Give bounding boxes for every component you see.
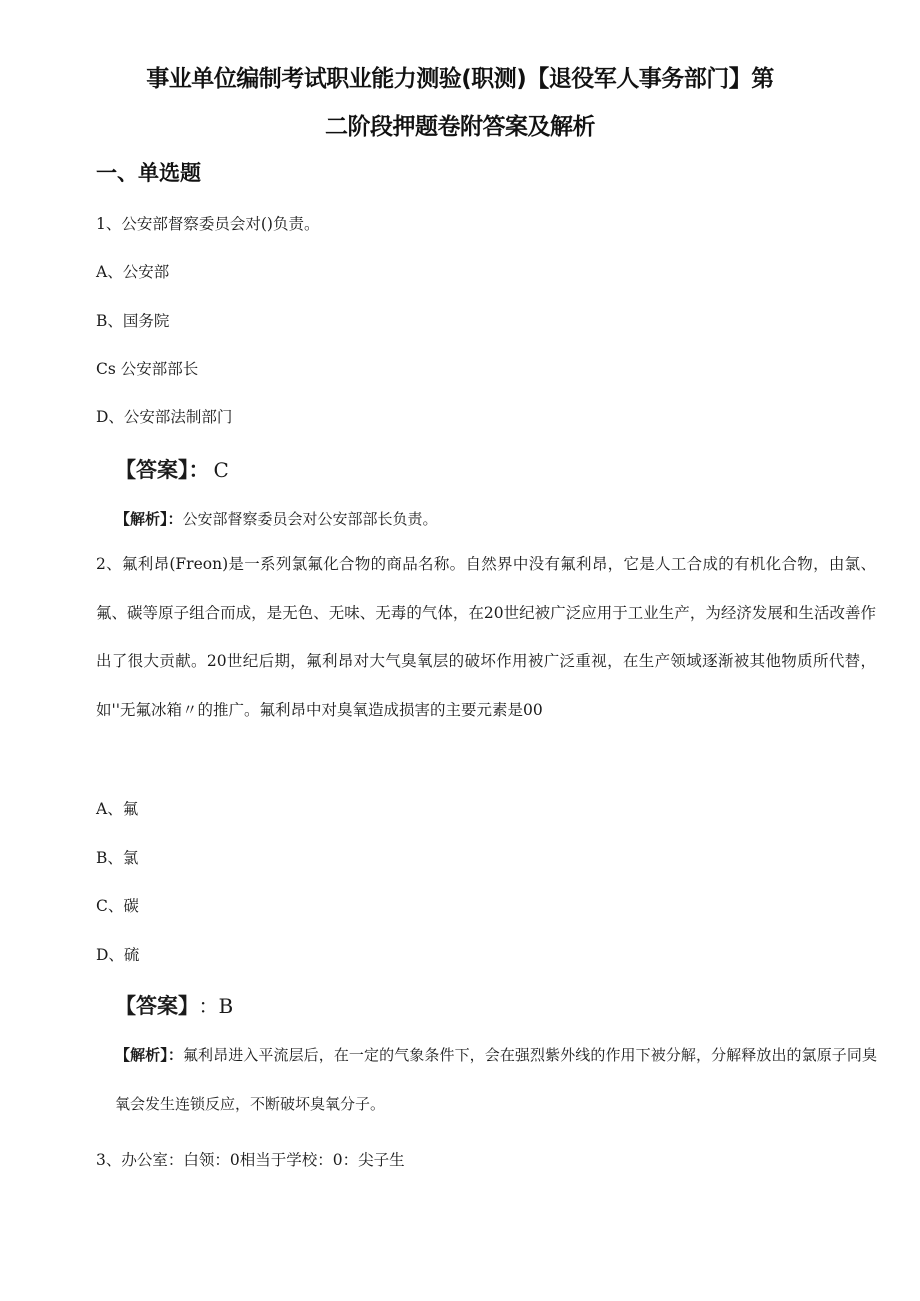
question-1-stem: 1、公安部督察委员会对()负责。: [96, 215, 320, 233]
question-1-option-c: Cs 公安部部长: [96, 360, 199, 378]
question-2-option-a: A、氟: [96, 800, 139, 818]
analysis-label: 【解析】：: [115, 1046, 183, 1064]
question-2-stem: 2、氟利昂(Freon)是一系列氯氟化合物的商品名称。自然界中没有氟利昂，它是人工合成的有机化合物，由氯、氟、碳等原子组合而成，是无色、无味、无毒的气体，在20世纪被广泛应用于工业生产，为经济发展和生活改善作出了很大贡献。20世纪后期，氟利昂对大气臭氧层的破坏作用被广泛重视，在生产领域逐渐被其他物质所代替，如''无氟冰箱〃的推广。氟利昂中对臭氧造成损害的主要元素是00: [96, 555, 876, 719]
document-title-line-1: 事业单位编制考试职业能力测验(职测)【退役军人事务部门】第: [146, 66, 774, 92]
answer-label: 【答案】: [115, 994, 189, 1018]
document-title-line-2: 二阶段押题卷附答案及解析: [325, 114, 595, 140]
analysis-label: 【解析】：: [115, 510, 183, 528]
answer-value: ：B: [198, 994, 234, 1018]
analysis-text: 氟利昂进入平流层后，在一定的气象条件下，会在强烈紫外线的作用下被分解，分解释放出的氯原子同臭氧会发生连锁反应，不断破坏臭氧分子。: [115, 1046, 877, 1113]
section-heading: 一、单选题: [96, 161, 201, 185]
question-1-option-b: B、国务院: [96, 312, 170, 330]
question-1-answer: [115, 454, 229, 484]
question-2-answer: [115, 990, 233, 1020]
question-2-option-d: D、硫: [96, 946, 140, 964]
question-1-analysis: [115, 508, 438, 529]
question-2-analysis: [115, 1031, 877, 1128]
question-1-option-d: D、公安部法制部门: [96, 408, 233, 426]
question-1-option-a: A、公安部: [96, 263, 170, 281]
answer-value: C: [213, 458, 229, 482]
analysis-text: 公安部督察委员会对公安部部长负责。: [182, 510, 438, 528]
question-2-option-b: B、氯: [96, 849, 139, 867]
question-2-option-c: C、碳: [96, 897, 139, 915]
question-3-stem: 3、办公室：白领：0相当于学校：0：尖子生: [96, 1151, 405, 1169]
answer-label: 【答案】：: [115, 458, 210, 482]
